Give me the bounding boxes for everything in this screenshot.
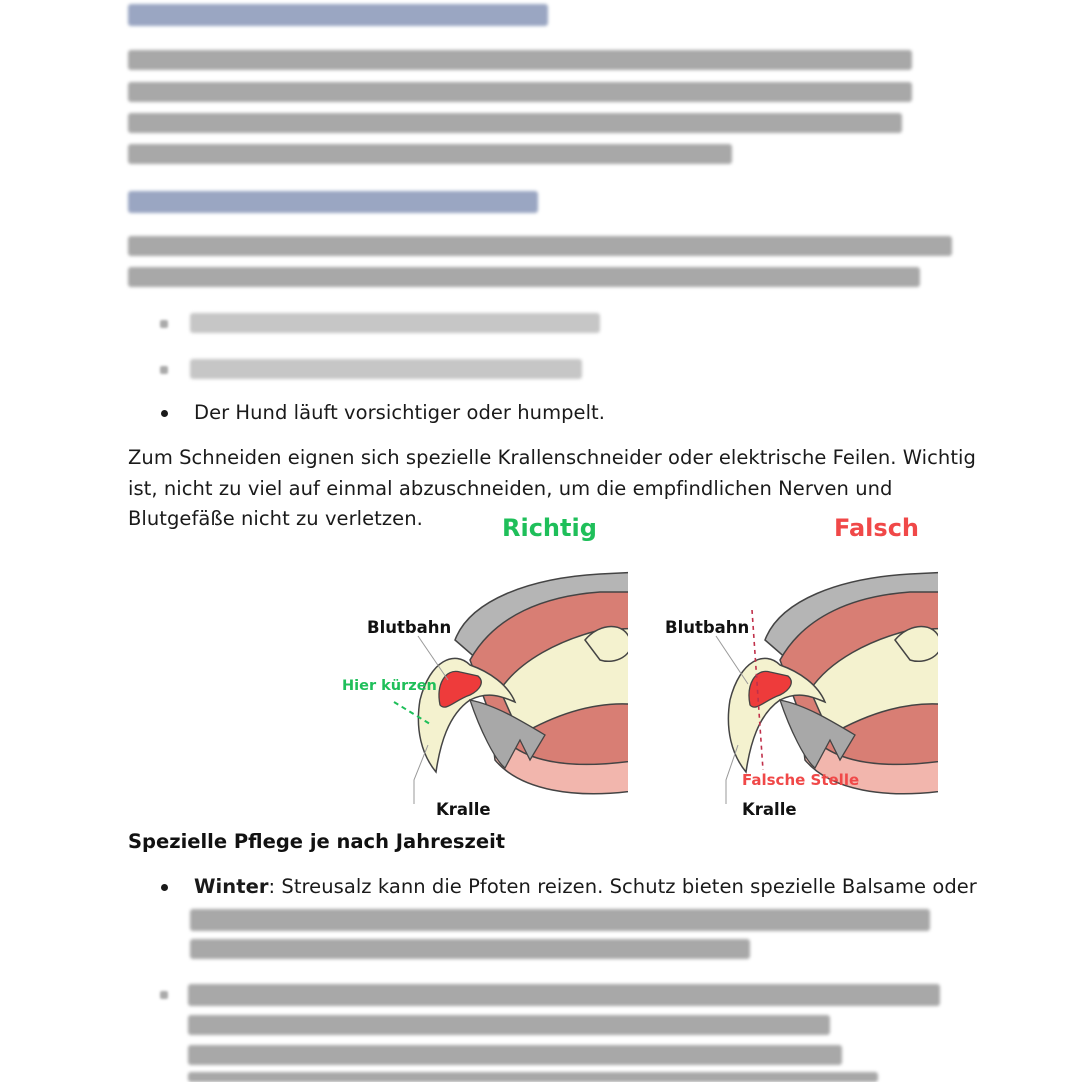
section-heading: Spezielle Pflege je nach Jahreszeit: [128, 830, 506, 853]
left-blood-label: Blutbahn: [367, 618, 452, 637]
wrong-title: Falsch: [834, 514, 920, 542]
winter-label: Winter: [194, 875, 269, 898]
list-item-text: Der Hund läuft vorsichtiger oder humpelt.: [194, 401, 605, 424]
right-blood-label: Blutbahn: [665, 618, 750, 637]
right-claw-label: Kralle: [742, 800, 797, 819]
bullet-dot: [161, 884, 168, 891]
winter-description: : Streusalz kann die Pfoten reizen. Schutz bieten spezielle Balsame oder: [268, 875, 977, 898]
left-claw-label: Kralle: [436, 800, 491, 819]
winter-text: [194, 872, 977, 903]
correct-title: Richtig: [502, 514, 597, 542]
left-cut-label: Hier kürzen: [342, 678, 437, 694]
right-wrong-label: Falsche Stelle: [742, 771, 860, 789]
